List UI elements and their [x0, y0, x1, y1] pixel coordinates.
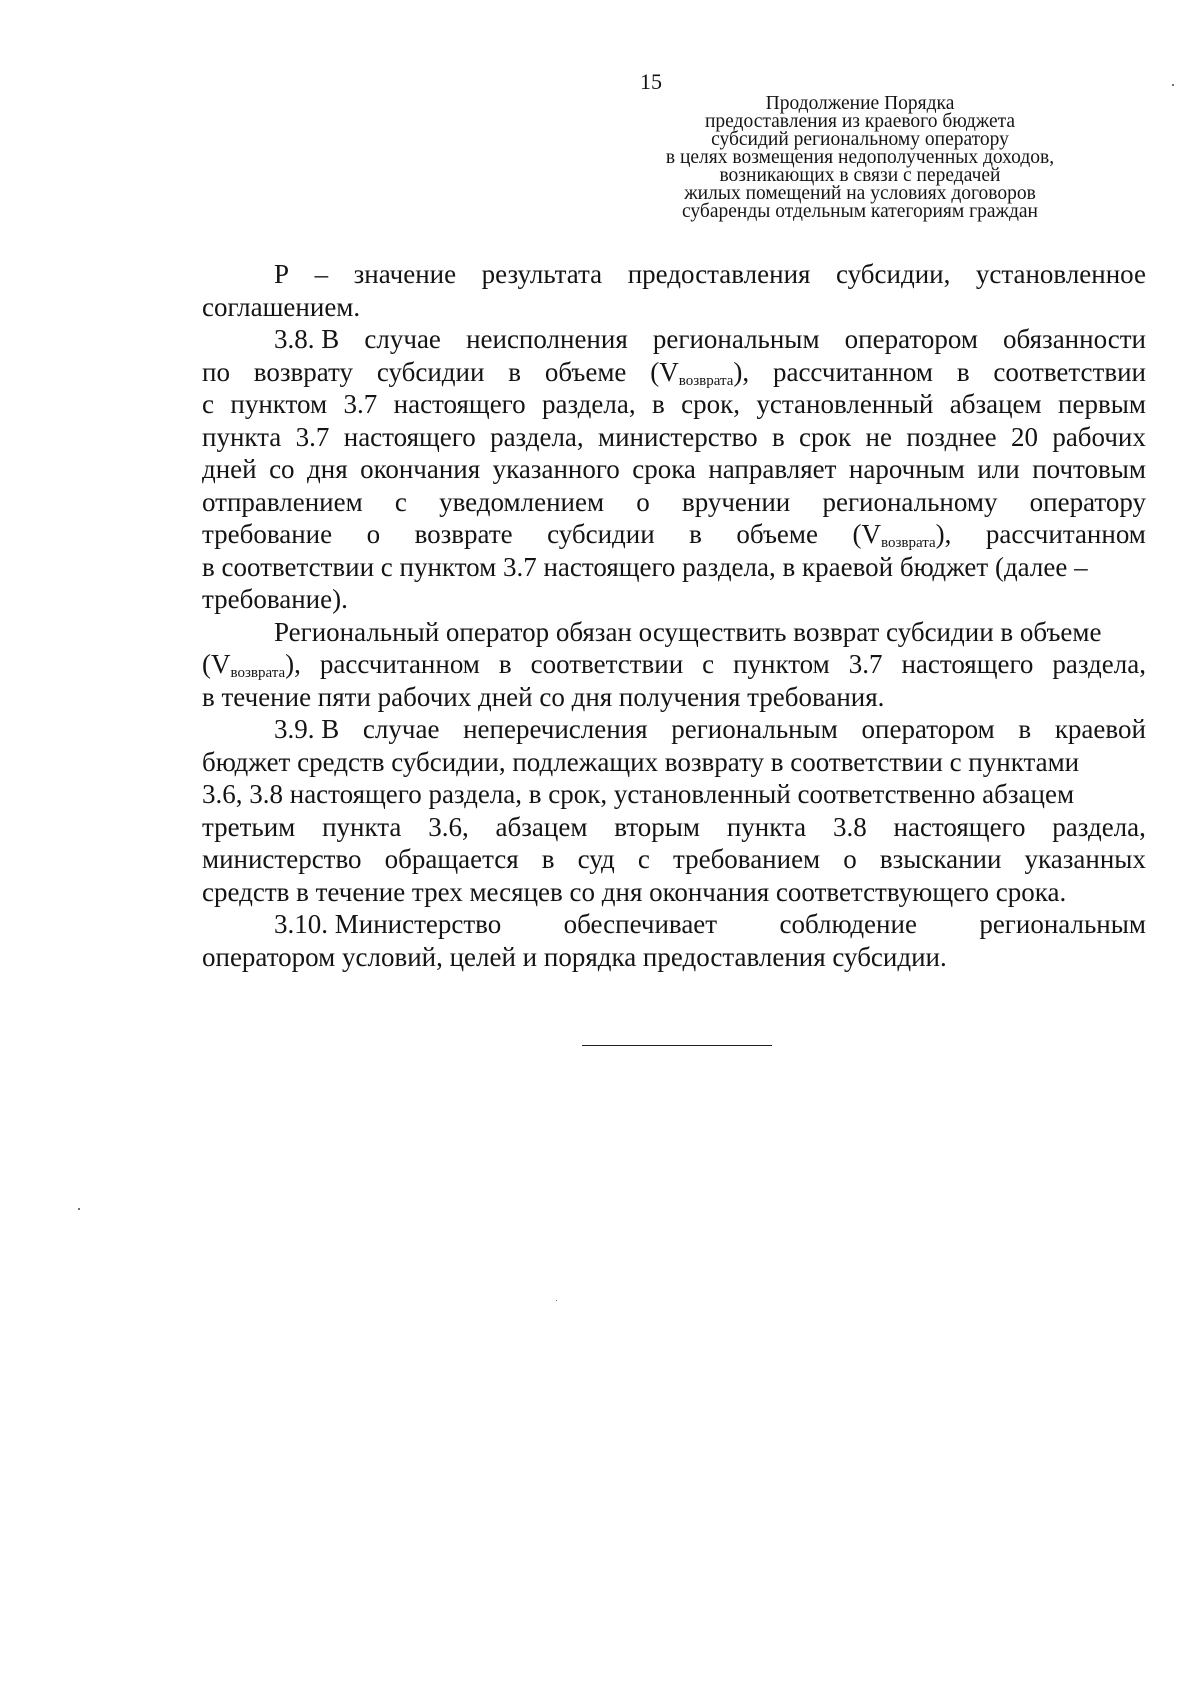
word: субсидии, [836, 259, 951, 289]
word: дня [307, 454, 348, 484]
word: обращается [384, 844, 519, 874]
text-line [202, 908, 1146, 941]
line-text: средств в течение трех месяцев со дня окончания соответствующего срока. [202, 876, 1067, 907]
text-line [202, 616, 1146, 649]
word: настоящего [893, 811, 1026, 842]
word: взыскании [879, 844, 1002, 874]
formula-v-return: $(V_{возврата})$, [650, 356, 750, 389]
word: срок [799, 421, 852, 452]
word: с [702, 649, 715, 679]
word: пунктом [230, 389, 328, 419]
word: пункта [322, 811, 402, 842]
word: – [314, 259, 329, 289]
word: оператором [861, 714, 995, 744]
word: срока [632, 454, 696, 484]
word: субсидии [376, 356, 485, 387]
word: неперечисления [463, 714, 648, 744]
word: результата [481, 259, 603, 289]
paragraph-3-8 [202, 323, 1146, 616]
paragraph-operator-obligation [202, 616, 1146, 714]
word: раздела, [490, 421, 584, 452]
word: в [771, 421, 785, 452]
word: в [541, 844, 555, 874]
word: раздела, [1052, 649, 1146, 679]
word: с [637, 844, 650, 874]
text-line [202, 323, 1146, 356]
clause-number: 3.8. В [274, 324, 340, 354]
header-line: субаренды отдельным категориям граждан [682, 201, 1038, 222]
word: обеспечивает [563, 909, 718, 939]
word: нарочным [848, 454, 965, 484]
text-line [202, 551, 1146, 584]
word: дней [202, 454, 257, 484]
text-line [202, 876, 1146, 909]
word: в [956, 356, 970, 387]
word: указанного [492, 454, 620, 484]
word: 3.7 [848, 649, 883, 679]
line-text: в течение пяти рабочих дней со дня получения требования. [202, 681, 885, 712]
subscript: возврата [880, 535, 936, 551]
word: рассчитанном [319, 649, 480, 679]
word: направляет [708, 454, 837, 484]
header-line: в целях возмещения недополученных доходов, [665, 147, 1055, 168]
document-body [202, 258, 1146, 973]
word: в [652, 389, 665, 419]
paragraph-3-10 [202, 908, 1146, 973]
clause-number: 3.9. В [274, 714, 340, 744]
word: соблюдение [779, 909, 917, 939]
word: настоящего [901, 649, 1034, 679]
text-line [202, 713, 1146, 746]
page-number: 15 [640, 69, 662, 94]
word: неисполнения [466, 324, 628, 354]
text-line [202, 421, 1146, 454]
word: о [636, 486, 650, 517]
line-text: оператором условий, целей и порядка предоставления субсидии. [202, 941, 947, 972]
word: региональному [822, 486, 998, 517]
word: региональным [979, 909, 1146, 939]
word: суд [577, 844, 615, 874]
word: значение [353, 259, 457, 289]
line-text: бюджет средств субсидии, подлежащих возврату в соответствии с пунктами [202, 746, 1080, 777]
scan-speck [556, 1300, 557, 1301]
word: пунктом [733, 649, 830, 679]
line-text: требование). [202, 584, 348, 614]
word: региональным [652, 324, 820, 354]
word: настоящего [393, 389, 526, 419]
word: вручении [681, 486, 791, 517]
word: предоставления [627, 259, 811, 289]
word: о [366, 519, 381, 549]
word: 3.8 [832, 811, 867, 842]
header-line: Продолжение Порядка [765, 93, 955, 114]
scan-speck [1172, 84, 1174, 86]
subscript: возврата [230, 665, 286, 681]
word: раздела, [542, 389, 636, 419]
text-line [202, 291, 1146, 324]
word: в [689, 519, 702, 549]
word: случае [362, 714, 440, 744]
word: региональным [671, 714, 838, 744]
word: вторым [614, 811, 700, 842]
header-line: предоставления из краевого бюджета [704, 111, 1016, 132]
word: соответствии [530, 649, 684, 679]
text-line [202, 388, 1146, 421]
word: о [843, 844, 857, 874]
word: возврате [414, 519, 513, 549]
line-text: Региональный оператор обязан осуществить возврат субсидии в объеме [274, 616, 1102, 647]
word: Р [274, 259, 290, 289]
word: установленный [756, 389, 934, 419]
text-line [202, 648, 1146, 681]
word: или [977, 454, 1020, 484]
word: обязанности [1003, 324, 1146, 354]
word: 20 [1010, 421, 1038, 452]
word: с [394, 486, 407, 517]
word: соответствии [993, 356, 1146, 387]
word: раздела, [1052, 811, 1146, 842]
word: по [202, 356, 230, 387]
word: требование [202, 519, 333, 549]
text-line [202, 778, 1146, 811]
scan-speck [78, 1208, 80, 1210]
word: объеме [544, 356, 627, 387]
word: абзацем [495, 811, 588, 842]
word: министерство [202, 844, 362, 874]
header-line: жилых помещений на условиях договоров [684, 183, 1036, 204]
word: краевой [1054, 714, 1146, 744]
word: уведомлением [439, 486, 605, 517]
paragraph-result-definition [202, 258, 1146, 323]
header-line: субсидий региональному оператору [711, 129, 1009, 150]
word: указанных [1024, 844, 1146, 874]
word: рассчитанном [772, 356, 933, 387]
word: возврату [253, 356, 353, 387]
word: 3.7 [343, 389, 378, 419]
paragraph-3-9 [202, 713, 1146, 908]
text-line [202, 583, 1146, 616]
word: окончания [360, 454, 481, 484]
word: субсидии [547, 519, 655, 549]
word: почтовым [1032, 454, 1146, 484]
line-text: 3.6, 3.8 настоящего раздела, в срок, установленный соответственно абзацем [202, 779, 1075, 809]
word: рабочих [1052, 421, 1146, 452]
word: министерство [598, 421, 758, 452]
word: оператором [844, 324, 978, 354]
text-line [202, 518, 1146, 551]
formula-v-return: $(V_{возврата})$, [852, 519, 952, 551]
word: третьим [202, 811, 296, 842]
header-block [590, 95, 1130, 221]
word: срок, [681, 389, 741, 419]
text-line [202, 941, 1146, 974]
word: оператору [1029, 486, 1146, 517]
word: не [865, 421, 892, 452]
word: 3.7 [295, 421, 330, 452]
text-line [202, 453, 1146, 486]
clause-number: 3.10. Министерство [274, 909, 502, 939]
word: в [498, 649, 512, 679]
word: с [202, 389, 214, 419]
word: позднее [906, 421, 997, 452]
text-line [202, 746, 1146, 779]
word: соглашением. [202, 291, 361, 322]
word: пункта [202, 421, 282, 452]
text-line [202, 258, 1146, 291]
word: рассчитанном [985, 519, 1146, 549]
text-line [202, 356, 1146, 389]
word: в [1018, 714, 1032, 744]
word: настоящего [343, 421, 476, 452]
word: требованием [672, 844, 821, 874]
word: отправлением [202, 486, 363, 517]
word: пункта [726, 811, 807, 842]
word: 3.6, [428, 811, 469, 842]
text-line [202, 843, 1146, 876]
word: установленное [975, 259, 1146, 289]
text-line [202, 486, 1146, 519]
header-line: возникающих в связи с передачей [719, 165, 1001, 186]
word: объеме [736, 519, 818, 549]
end-of-section-rule [582, 1045, 772, 1046]
text-line [202, 681, 1146, 714]
word: в [508, 356, 521, 387]
word: первым [1058, 389, 1146, 419]
formula-v-return: $(V_{возврата})$, [202, 649, 301, 681]
subscript: возврата [678, 372, 734, 389]
line-text: в соответствии с пунктом 3.7 настоящего раздела, в краевой бюджет (далее – [202, 551, 1088, 582]
word: со [269, 454, 295, 484]
word: абзацем [949, 389, 1042, 419]
text-line [202, 811, 1146, 844]
word: случае [364, 324, 441, 354]
